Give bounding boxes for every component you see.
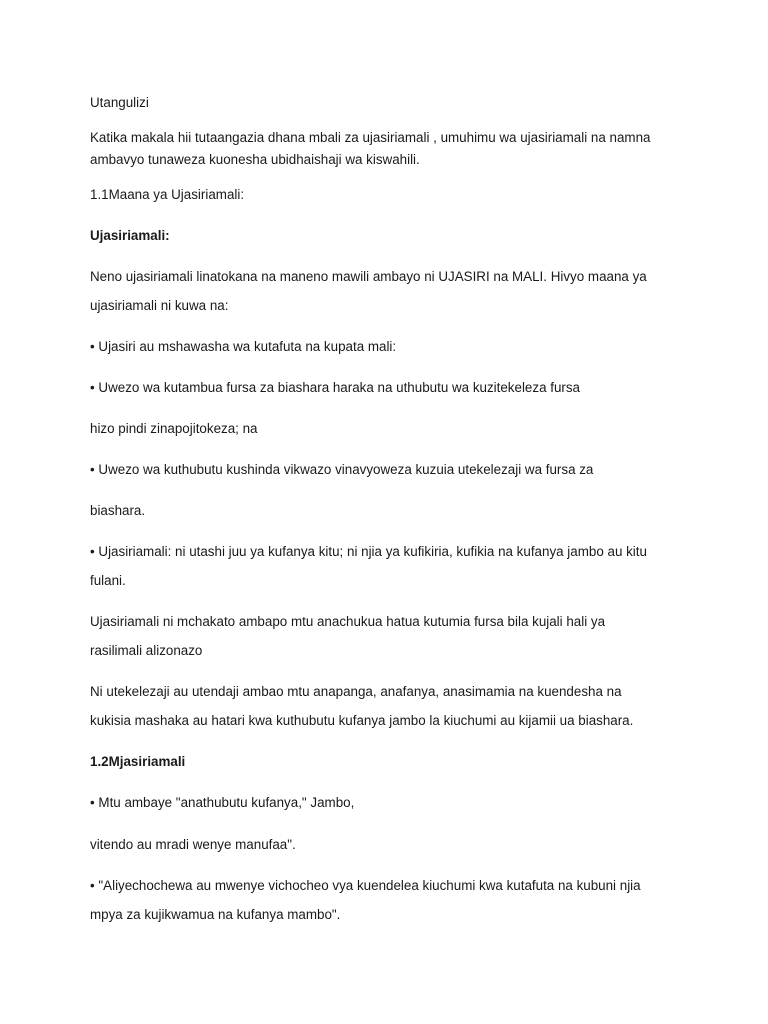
intro-text-line-2: ambavyo tunaweza kuonesha ubidhaishaji wa kiswahili. [90, 152, 420, 167]
bullet-continuation: hizo pindi zinapojitokeza; na [90, 421, 258, 436]
neno-paragraph-line-1: Neno ujasiriamali linatokana na maneno mawili ambayo ni UJASIRI na MALI. Hivyo maana ya [90, 269, 647, 284]
section-1-1-heading: 1.1Maana ya Ujasiriamali: [90, 187, 245, 202]
bullet-continuation: mpya za kujikwamua na kufanya mambo". [90, 907, 341, 922]
bullet-continuation: biashara. [90, 503, 146, 518]
mchakato-paragraph-line-2: rasilimali alizonazo [90, 643, 203, 658]
bullet-item: • "Aliyechochewa au mwenye vichocheo vya kuendelea kiuchumi kwa kutafuta na kubuni njia [90, 878, 641, 893]
bullet-item: • Ujasiriamali: ni utashi juu ya kufanya kitu; ni njia ya kufikiria, kufikia na kufanya jambo au kitu [90, 544, 647, 559]
bullet-continuation: vitendo au mradi wenye manufaa". [90, 837, 296, 852]
bullet-item: • Uwezo wa kutambua fursa za biashara haraka na uthubutu wa kuzitekeleza fursa [90, 380, 581, 395]
ujasiriamali-subheading: Ujasiriamali: [90, 228, 170, 243]
bullet-item: • Ujasiri au mshawasha wa kutafuta na kupata mali: [90, 339, 397, 354]
intro-text-line-1: Katika makala hii tutaangazia dhana mbali za ujasiriamali , umuhimu wa ujasiriamali na namna [90, 130, 651, 145]
utekelezaji-paragraph-line-2: kukisia mashaka au hatari kwa kuthubutu kufanya jambo la kiuchumi au kijamii ua biashara. [90, 713, 634, 728]
bullet-item: • Mtu ambaye "anathubutu kufanya," Jambo, [90, 795, 355, 810]
intro-heading: Utangulizi [90, 95, 149, 110]
utekelezaji-paragraph-line-1: Ni utekelezaji au utendaji ambao mtu anapanga, anafanya, anasimamia na kuendesha na [90, 684, 622, 699]
bullet-item: • Uwezo wa kuthubutu kushinda vikwazo vinavyoweza kuzuia utekelezaji wa fursa za [90, 462, 594, 477]
section-1-2-heading: 1.2Mjasiriamali [90, 754, 186, 769]
neno-paragraph-line-2: ujasiriamali ni kuwa na: [90, 298, 229, 313]
bullet-continuation: fulani. [90, 573, 126, 588]
mchakato-paragraph-line-1: Ujasiriamali ni mchakato ambapo mtu anachukua hatua kutumia fursa bila kujali hali ya [90, 614, 606, 629]
